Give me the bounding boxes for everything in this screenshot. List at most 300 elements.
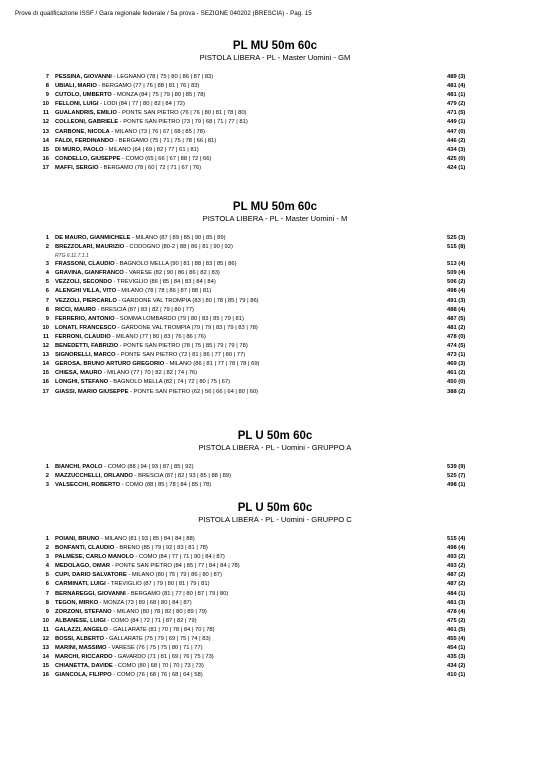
rank: 4 bbox=[45, 563, 49, 570]
rank: 3 bbox=[45, 261, 49, 268]
athlete-detail: - TREVIGLIO (86 | 85 | 84 | 83 | 84 | 84) bbox=[112, 279, 216, 286]
athlete-detail: - GAVARDO (71 | 81 | 69 | 76 | 75 | 73) bbox=[112, 654, 214, 661]
athlete-name: CUTOLO, UMBERTO bbox=[55, 92, 112, 99]
score: 493 (2) bbox=[447, 554, 466, 561]
score: 434 (2) bbox=[447, 663, 466, 670]
rank: 3 bbox=[45, 554, 49, 561]
rank: 7 bbox=[45, 590, 49, 597]
athlete-detail: - COMO (84 | 77 | 71 | 90 | 84 | 87) bbox=[133, 554, 225, 561]
athlete-name: LONATI, FRANCESCO bbox=[55, 324, 117, 331]
athlete-detail: - COMO (76 | 68 | 76 | 68 | 64 | 58) bbox=[111, 672, 203, 679]
athlete-entry bbox=[55, 635, 211, 644]
result-row bbox=[0, 562, 545, 571]
athlete-entry bbox=[55, 599, 192, 608]
score: 488 (4) bbox=[447, 306, 466, 313]
athlete-name: CARMINATI, LUIGI bbox=[55, 581, 106, 588]
athlete-name: BENEDETTI, FABRIZIO bbox=[55, 343, 119, 350]
athlete-name: VEZZOLI, SECONDO bbox=[55, 279, 113, 286]
score: 449 (1) bbox=[447, 119, 466, 126]
rule-note: RTG 6.11.7.1.1 bbox=[55, 253, 89, 260]
rank: 9 bbox=[45, 315, 49, 322]
athlete-entry bbox=[55, 553, 225, 562]
result-row bbox=[0, 590, 545, 599]
athlete-name: BERNAREGGI, GIOVANNI bbox=[55, 590, 126, 597]
rank: 7 bbox=[45, 297, 49, 304]
athlete-entry bbox=[55, 278, 216, 287]
result-row bbox=[0, 82, 545, 91]
athlete-name: GUALANDRIS, EMILIO bbox=[55, 110, 117, 117]
score: 473 (1) bbox=[447, 352, 466, 359]
result-row bbox=[0, 315, 545, 324]
rank: 4 bbox=[45, 270, 49, 277]
rank: 14 bbox=[42, 361, 49, 368]
rank: 14 bbox=[42, 137, 49, 144]
athlete-entry bbox=[55, 306, 194, 315]
athlete-name: MAFFI, SERGIO bbox=[55, 164, 99, 171]
result-row bbox=[0, 146, 545, 155]
result-row bbox=[0, 571, 545, 580]
result-row bbox=[0, 351, 545, 360]
athlete-detail: - GALLARATE (81 | 70 | 78 | 84 | 70 | 78) bbox=[107, 626, 215, 633]
result-row bbox=[0, 553, 545, 562]
athlete-entry bbox=[55, 671, 203, 680]
athlete-entry bbox=[55, 287, 211, 296]
rank: 10 bbox=[42, 617, 49, 624]
athlete-entry bbox=[55, 73, 213, 82]
section-subtitle: PISTOLA LIBERA - PL - Master Uomini - GM bbox=[199, 53, 351, 62]
result-row bbox=[0, 481, 545, 490]
rank: 13 bbox=[42, 128, 49, 135]
score: 478 (4) bbox=[447, 608, 466, 615]
result-row bbox=[0, 306, 545, 315]
rank: 13 bbox=[42, 352, 49, 359]
athlete-name: CONDELLO, GIUSEPPE bbox=[55, 155, 121, 162]
athlete-detail: - COMO (88 | 85 | 78 | 84 | 85 | 78) bbox=[120, 482, 212, 489]
athlete-entry bbox=[55, 562, 240, 571]
result-row bbox=[0, 608, 545, 617]
rank: 6 bbox=[45, 581, 49, 588]
athlete-detail: - BAGNOLO MELLA (90 | 81 | 88 | 83 | 85 | 86) bbox=[114, 261, 237, 268]
athlete-entry bbox=[55, 653, 214, 662]
athlete-name: PESSINA, GIOVANNI bbox=[55, 74, 112, 80]
score: 498 (4) bbox=[447, 545, 466, 552]
athlete-name: GEROSA, BRUNO ARTURO GREGORIO bbox=[55, 361, 165, 368]
athlete-detail: - BERGAMO (77 | 76 | 88 | 81 | 76 | 83) bbox=[96, 83, 200, 90]
athlete-detail: - MILANO (81 | 93 | 85 | 84 | 84 | 88) bbox=[99, 536, 195, 542]
athlete-name: ALENGHI VILLA, VITO bbox=[55, 288, 117, 295]
score: 425 (0) bbox=[447, 155, 466, 162]
athlete-entry bbox=[55, 571, 222, 580]
score: 410 (1) bbox=[447, 672, 466, 679]
athlete-name: DI MURO, PAOLO bbox=[55, 146, 104, 153]
athlete-detail: - VARESE (82 | 90 | 86 | 86 | 82 | 83) bbox=[123, 270, 220, 277]
score: 388 (2) bbox=[447, 388, 466, 395]
section-title: PL U 50m 60c bbox=[237, 430, 313, 442]
athlete-name: BREZZOLARI, MAURIZIO bbox=[55, 244, 125, 251]
athlete-detail: - PONTE SAN PIETRO (62 | 56 | 66 | 64 | 80 | 60) bbox=[128, 388, 259, 395]
section-title: PL MU 50m 60c bbox=[232, 40, 318, 52]
athlete-name: COLLEONI, GABRIELE bbox=[55, 119, 119, 126]
rank: 15 bbox=[42, 146, 49, 153]
score: 481 (3) bbox=[447, 599, 466, 606]
rank: 11 bbox=[42, 626, 49, 633]
result-row bbox=[0, 635, 545, 644]
athlete-entry bbox=[55, 463, 194, 472]
athlete-detail: - BRESCIA (87 | 83 | 82 | 79 | 80 | 77) bbox=[95, 306, 194, 313]
athlete-name: TEGON, MIRKO bbox=[55, 599, 99, 606]
athlete-entry bbox=[55, 544, 208, 553]
score: 475 (2) bbox=[447, 617, 466, 624]
results-list bbox=[0, 234, 545, 397]
athlete-detail: - SOMMA LOMBARDO (79 | 80 | 83 | 85 | 79 | 81) bbox=[114, 315, 244, 322]
athlete-entry bbox=[55, 590, 228, 599]
athlete-entry bbox=[55, 369, 197, 378]
score: 481 (2) bbox=[447, 324, 466, 331]
athlete-entry bbox=[55, 360, 259, 369]
athlete-entry bbox=[55, 164, 201, 173]
results-section bbox=[0, 502, 545, 681]
score: 434 (3) bbox=[447, 146, 466, 153]
results-section bbox=[0, 430, 545, 490]
results-section bbox=[0, 201, 545, 397]
rank: 3 bbox=[45, 482, 49, 489]
result-row bbox=[0, 599, 545, 608]
score: 461 (5) bbox=[447, 626, 466, 633]
rank: 10 bbox=[42, 101, 49, 108]
results-list bbox=[0, 463, 545, 490]
score: 435 (3) bbox=[447, 654, 466, 661]
result-row bbox=[0, 544, 545, 553]
rank: 12 bbox=[42, 119, 49, 126]
result-row bbox=[0, 535, 545, 544]
athlete-entry bbox=[55, 481, 211, 490]
result-row bbox=[0, 155, 545, 164]
athlete-entry bbox=[55, 155, 211, 164]
score: 454 (1) bbox=[447, 645, 466, 652]
athlete-detail: - MONZA (84 | 75 | 79 | 80 | 85 | 78) bbox=[111, 92, 206, 99]
athlete-name: CUPI, DARIO SALVATORE bbox=[55, 572, 127, 579]
result-row bbox=[0, 100, 545, 109]
athlete-name: MEDOLAGO, OMAR bbox=[55, 563, 111, 570]
athlete-entry bbox=[55, 297, 259, 306]
rank: 15 bbox=[42, 663, 49, 670]
rank: 6 bbox=[45, 288, 49, 295]
athlete-entry bbox=[55, 260, 237, 269]
athlete-name: SIGNORELLI, MARCO bbox=[55, 352, 116, 359]
athlete-name: UBIALI, MARIO bbox=[55, 83, 97, 90]
athlete-detail: - MILANO (77 | 70 | 82 | 82 | 74 | 76) bbox=[102, 370, 198, 377]
athlete-name: RICCI, MAURO bbox=[55, 306, 96, 313]
athlete-detail: - BAGNOLO MELLA (82 | 74 | 72 | 80 | 75 | 67) bbox=[108, 379, 231, 386]
athlete-detail: - BERGAMO (75 | 71 | 75 | 78 | 66 | 81) bbox=[113, 137, 217, 144]
athlete-entry bbox=[55, 644, 203, 653]
athlete-detail: - MILANO (77 | 80 | 83 | 76 | 86 | 76) bbox=[110, 333, 206, 340]
athlete-entry bbox=[55, 82, 199, 91]
rank: 9 bbox=[45, 92, 49, 99]
athlete-name: MAZZUCCHELLI, ORLANDO bbox=[55, 473, 133, 480]
athlete-detail: - CODOGNO (80-2 | 88 | 86 | 81 | 90 | 92) bbox=[124, 244, 233, 251]
result-row bbox=[0, 297, 545, 306]
score: 515 (8) bbox=[447, 244, 466, 251]
athlete-detail: - MILANO (78 | 78 | 86 | 87 | 88 | 81) bbox=[116, 288, 212, 295]
result-row bbox=[0, 91, 545, 100]
athlete-entry bbox=[55, 243, 233, 252]
rank: 8 bbox=[45, 306, 49, 313]
score: 455 (4) bbox=[447, 636, 466, 643]
athlete-entry bbox=[55, 118, 248, 127]
score: 489 (3) bbox=[447, 74, 466, 80]
athlete-name: GALAZZI, ANGELO bbox=[55, 626, 108, 633]
athlete-name: FELLONI, LUIGI bbox=[55, 101, 99, 108]
score: 481 (1) bbox=[447, 92, 466, 99]
score: 479 (2) bbox=[447, 101, 466, 108]
athlete-entry bbox=[55, 333, 206, 342]
result-row bbox=[0, 333, 545, 342]
athlete-detail: - MILANO (64 | 69 | 82 | 77 | 61 | 81) bbox=[103, 146, 199, 153]
score: 487 (5) bbox=[447, 315, 466, 322]
athlete-name: MARCHI, RICCARDO bbox=[55, 654, 113, 661]
section-subtitle: PISTOLA LIBERA - PL - Master Uomini - M bbox=[202, 214, 348, 223]
athlete-detail: - BERGAMO (78 | 60 | 72 | 71 | 67 | 76) bbox=[98, 164, 202, 171]
athlete-name: LONGHI, STEFANO bbox=[55, 379, 109, 386]
rank: 5 bbox=[45, 572, 49, 579]
athlete-detail: - PONTE SAN PIETRO (72 | 81 | 86 | 77 | 80 | 77) bbox=[115, 352, 246, 359]
athlete-entry bbox=[55, 617, 197, 626]
athlete-name: BONFANTI, CLAUDIO bbox=[55, 545, 115, 552]
section-title: PL MU 50m 60c bbox=[232, 201, 318, 213]
athlete-entry bbox=[55, 626, 215, 635]
result-row bbox=[0, 109, 545, 118]
athlete-detail: - BRESCIA (87 | 82 | 93 | 85 | 88 | 89) bbox=[132, 473, 232, 480]
score: 461 (2) bbox=[447, 370, 466, 377]
result-row bbox=[0, 662, 545, 671]
rank: 9 bbox=[45, 608, 49, 615]
athlete-name: GIASSI, MARIO GIUSEPPE bbox=[55, 388, 129, 395]
result-row bbox=[0, 73, 545, 82]
rank: 2 bbox=[45, 244, 49, 251]
score: 469 (3) bbox=[447, 361, 466, 368]
result-row bbox=[0, 278, 545, 287]
score: 446 (2) bbox=[447, 137, 466, 144]
score: 506 (2) bbox=[447, 279, 466, 286]
athlete-entry bbox=[55, 269, 220, 278]
athlete-detail: - GALLARATE (75 | 79 | 69 | 75 | 74 | 83) bbox=[103, 636, 211, 643]
athlete-name: ALBANESE, LUIGI bbox=[55, 617, 106, 624]
section-title: PL U 50m 60c bbox=[237, 502, 313, 514]
athlete-detail: - COMO (88 | 94 | 93 | 87 | 85 | 92) bbox=[102, 464, 194, 470]
result-row bbox=[0, 671, 545, 680]
athlete-entry bbox=[55, 580, 210, 589]
score: 478 (0) bbox=[447, 333, 466, 340]
score: 484 (1) bbox=[447, 590, 466, 597]
athlete-name: PALMESE, CARLO MANOLO bbox=[55, 554, 134, 561]
rank: 1 bbox=[45, 536, 49, 542]
athlete-name: GRAVINA, GIANFRANCO bbox=[55, 270, 124, 277]
result-row bbox=[0, 287, 545, 296]
score: 447 (0) bbox=[447, 128, 466, 135]
rank: 15 bbox=[42, 370, 49, 377]
athlete-name: ZORZONI, STEFANO bbox=[55, 608, 112, 615]
rank: 14 bbox=[42, 654, 49, 661]
athlete-detail: - MILANO (80 | 78 | 82 | 80 | 89 | 79) bbox=[111, 608, 207, 615]
athlete-detail: - MONZA (73 | 89 | 68 | 80 | 84 | 87) bbox=[98, 599, 192, 606]
athlete-detail: - BRENO (85 | 79 | 92 | 83 | 81 | 78) bbox=[114, 545, 208, 552]
result-row bbox=[0, 342, 545, 351]
result-row bbox=[0, 626, 545, 635]
result-row bbox=[0, 118, 545, 127]
athlete-name: FALDI, FERDINANDO bbox=[55, 137, 114, 144]
athlete-detail: - MILANO (80 | 75 | 79 | 86 | 80 | 87) bbox=[126, 572, 222, 579]
result-row bbox=[0, 472, 545, 481]
athlete-name: GIANCOLA, FILIPPO bbox=[55, 672, 112, 679]
athlete-entry bbox=[55, 234, 226, 243]
score: 474 (5) bbox=[447, 343, 466, 350]
result-row bbox=[0, 388, 545, 397]
score: 515 (4) bbox=[447, 536, 466, 542]
score: 450 (0) bbox=[447, 379, 466, 386]
result-row bbox=[0, 128, 545, 137]
athlete-detail: - BERGAMO (81 | 77 | 80 | 87 | 79 | 80) bbox=[125, 590, 229, 597]
result-row bbox=[0, 463, 545, 472]
section-subtitle: PISTOLA LIBERA - PL - Uomini - GRUPPO C bbox=[198, 515, 352, 524]
score: 493 (2) bbox=[447, 563, 466, 570]
athlete-name: CHIANETTA, DAVIDE bbox=[55, 663, 113, 670]
result-row bbox=[0, 234, 545, 243]
result-row bbox=[0, 378, 545, 387]
score: 513 (4) bbox=[447, 261, 466, 268]
athlete-name: FERRONI, CLAUDIO bbox=[55, 333, 111, 340]
score: 424 (1) bbox=[447, 164, 466, 171]
athlete-detail: - MILANO (87 | 89 | 85 | 90 | 85 | 89) bbox=[130, 235, 226, 241]
result-row bbox=[0, 324, 545, 333]
result-row bbox=[0, 243, 545, 252]
athlete-name: BOSSI, ALBERTO bbox=[55, 636, 104, 643]
rank: 17 bbox=[42, 164, 49, 171]
rank: 5 bbox=[45, 279, 49, 286]
results-list bbox=[0, 73, 545, 173]
athlete-entry bbox=[55, 128, 205, 137]
athlete-entry bbox=[55, 342, 248, 351]
athlete-detail: - MILANO (73 | 76 | 67 | 68 | 85 | 78) bbox=[109, 128, 205, 135]
score: 481 (4) bbox=[447, 83, 466, 90]
page-header: Prove di qualificazione ISSF / Gara regionale federale / 5a prova - SEZIONE 040202 (BRESCIA) - Pag. 15 bbox=[15, 10, 312, 17]
athlete-detail: - COMO (84 | 72 | 71 | 87 | 82 | 79) bbox=[105, 617, 197, 624]
rank: 16 bbox=[42, 155, 49, 162]
athlete-entry bbox=[55, 472, 231, 481]
athlete-detail: - LODI (84 | 77 | 80 | 82 | 84 | 72) bbox=[98, 101, 185, 108]
athlete-entry bbox=[55, 324, 258, 333]
rank: 8 bbox=[45, 83, 49, 90]
athlete-detail: - LEGNANO (78 | 75 | 80 | 86 | 87 | 83) bbox=[111, 74, 214, 80]
athlete-name: VALSECCHI, ROBERTO bbox=[55, 482, 121, 489]
athlete-name: DE MAURO, GIANMICHELE bbox=[55, 235, 131, 241]
athlete-entry bbox=[55, 378, 230, 387]
result-row bbox=[0, 269, 545, 278]
score: 487 (2) bbox=[447, 572, 466, 579]
rank: 1 bbox=[45, 235, 49, 241]
score: 498 (4) bbox=[447, 288, 466, 295]
result-row bbox=[0, 653, 545, 662]
rank: 1 bbox=[45, 464, 49, 470]
result-row bbox=[0, 644, 545, 653]
rank: 16 bbox=[42, 379, 49, 386]
athlete-name: POIANI, BRUNO bbox=[55, 536, 100, 542]
athlete-detail: - GARDONE VAL TROMPIA (79 | 79 | 83 | 79 | 83 | 78) bbox=[116, 324, 258, 331]
score: 498 (1) bbox=[447, 482, 466, 489]
athlete-name: CARBONE, NICOLA bbox=[55, 128, 110, 135]
athlete-detail: - PONTE SAN PIETRO (78 | 75 | 85 | 79 | 79 | 78) bbox=[118, 343, 248, 350]
result-row bbox=[0, 260, 545, 269]
athlete-name: FRASSONI, CLAUDIO bbox=[55, 261, 115, 268]
athlete-name: BIANCHI, PAOLO bbox=[55, 464, 103, 470]
athlete-entry bbox=[55, 146, 199, 155]
athlete-detail: - MILANO (86 | 81 | 77 | 78 | 78 | 69) bbox=[164, 361, 260, 368]
athlete-entry bbox=[55, 137, 216, 146]
athlete-entry bbox=[55, 91, 205, 100]
athlete-entry bbox=[55, 388, 258, 397]
rank: 2 bbox=[45, 473, 49, 480]
score: 525 (3) bbox=[447, 235, 466, 241]
rank: 11 bbox=[42, 110, 49, 117]
athlete-entry bbox=[55, 100, 185, 109]
athlete-name: FERRERIO, ANTONIO bbox=[55, 315, 115, 322]
score: 509 (4) bbox=[447, 270, 466, 277]
athlete-detail: - PONTE SAN PIETRO (84 | 85 | 77 | 84 | 84 | 78) bbox=[110, 563, 240, 570]
rank: 2 bbox=[45, 545, 49, 552]
rank: 17 bbox=[42, 388, 49, 395]
athlete-entry bbox=[55, 608, 207, 617]
result-row bbox=[0, 580, 545, 589]
athlete-detail: - PONTE SAN PIETRO (73 | 79 | 68 | 71 | 77 | 81) bbox=[118, 119, 248, 126]
rank: 12 bbox=[42, 636, 49, 643]
athlete-detail: - PONTE SAN PIETRO (76 | 76 | 80 | 81 | 78 | 80) bbox=[116, 110, 247, 117]
result-row bbox=[0, 369, 545, 378]
result-row bbox=[0, 164, 545, 173]
athlete-entry bbox=[55, 662, 204, 671]
results-section bbox=[0, 40, 545, 173]
athlete-detail: - COMO (65 | 66 | 67 | 88 | 72 | 66) bbox=[120, 155, 212, 162]
athlete-entry bbox=[55, 535, 195, 544]
athlete-detail: - TREVIGLIO (87 | 79 | 80 | 81 | 79 | 81) bbox=[105, 581, 210, 588]
athlete-detail: - COMO (80 | 68 | 70 | 70 | 73 | 73) bbox=[112, 663, 204, 670]
rank: 12 bbox=[42, 343, 49, 350]
athlete-entry bbox=[55, 351, 245, 360]
athlete-detail: - VARESE (76 | 75 | 75 | 80 | 71 | 77) bbox=[106, 645, 203, 652]
score: 539 (9) bbox=[447, 464, 466, 470]
athlete-entry bbox=[55, 315, 244, 324]
result-row bbox=[0, 617, 545, 626]
athlete-name: MARINI, MASSIMO bbox=[55, 645, 107, 652]
rank: 11 bbox=[42, 333, 49, 340]
result-row bbox=[0, 360, 545, 369]
result-row bbox=[0, 137, 545, 146]
rank: 13 bbox=[42, 645, 49, 652]
athlete-detail: - GARDONE VAL TROMPIA (83 | 80 | 78 | 85 | 79 | 86) bbox=[116, 297, 259, 304]
results-list bbox=[0, 535, 545, 681]
athlete-entry bbox=[55, 109, 246, 118]
score: 487 (2) bbox=[447, 581, 466, 588]
rank: 7 bbox=[45, 74, 49, 80]
score: 525 (7) bbox=[447, 473, 466, 480]
note-row bbox=[0, 252, 545, 260]
rank: 10 bbox=[42, 324, 49, 331]
rank: 16 bbox=[42, 672, 49, 679]
section-subtitle: PISTOLA LIBERA - PL - Uomini - GRUPPO A bbox=[198, 443, 352, 452]
athlete-name: VEZZOLI, PIERCARLO bbox=[55, 297, 117, 304]
athlete-name: CHIESA, MAURO bbox=[55, 370, 103, 377]
score: 471 (5) bbox=[447, 110, 466, 117]
rank: 8 bbox=[45, 599, 49, 606]
